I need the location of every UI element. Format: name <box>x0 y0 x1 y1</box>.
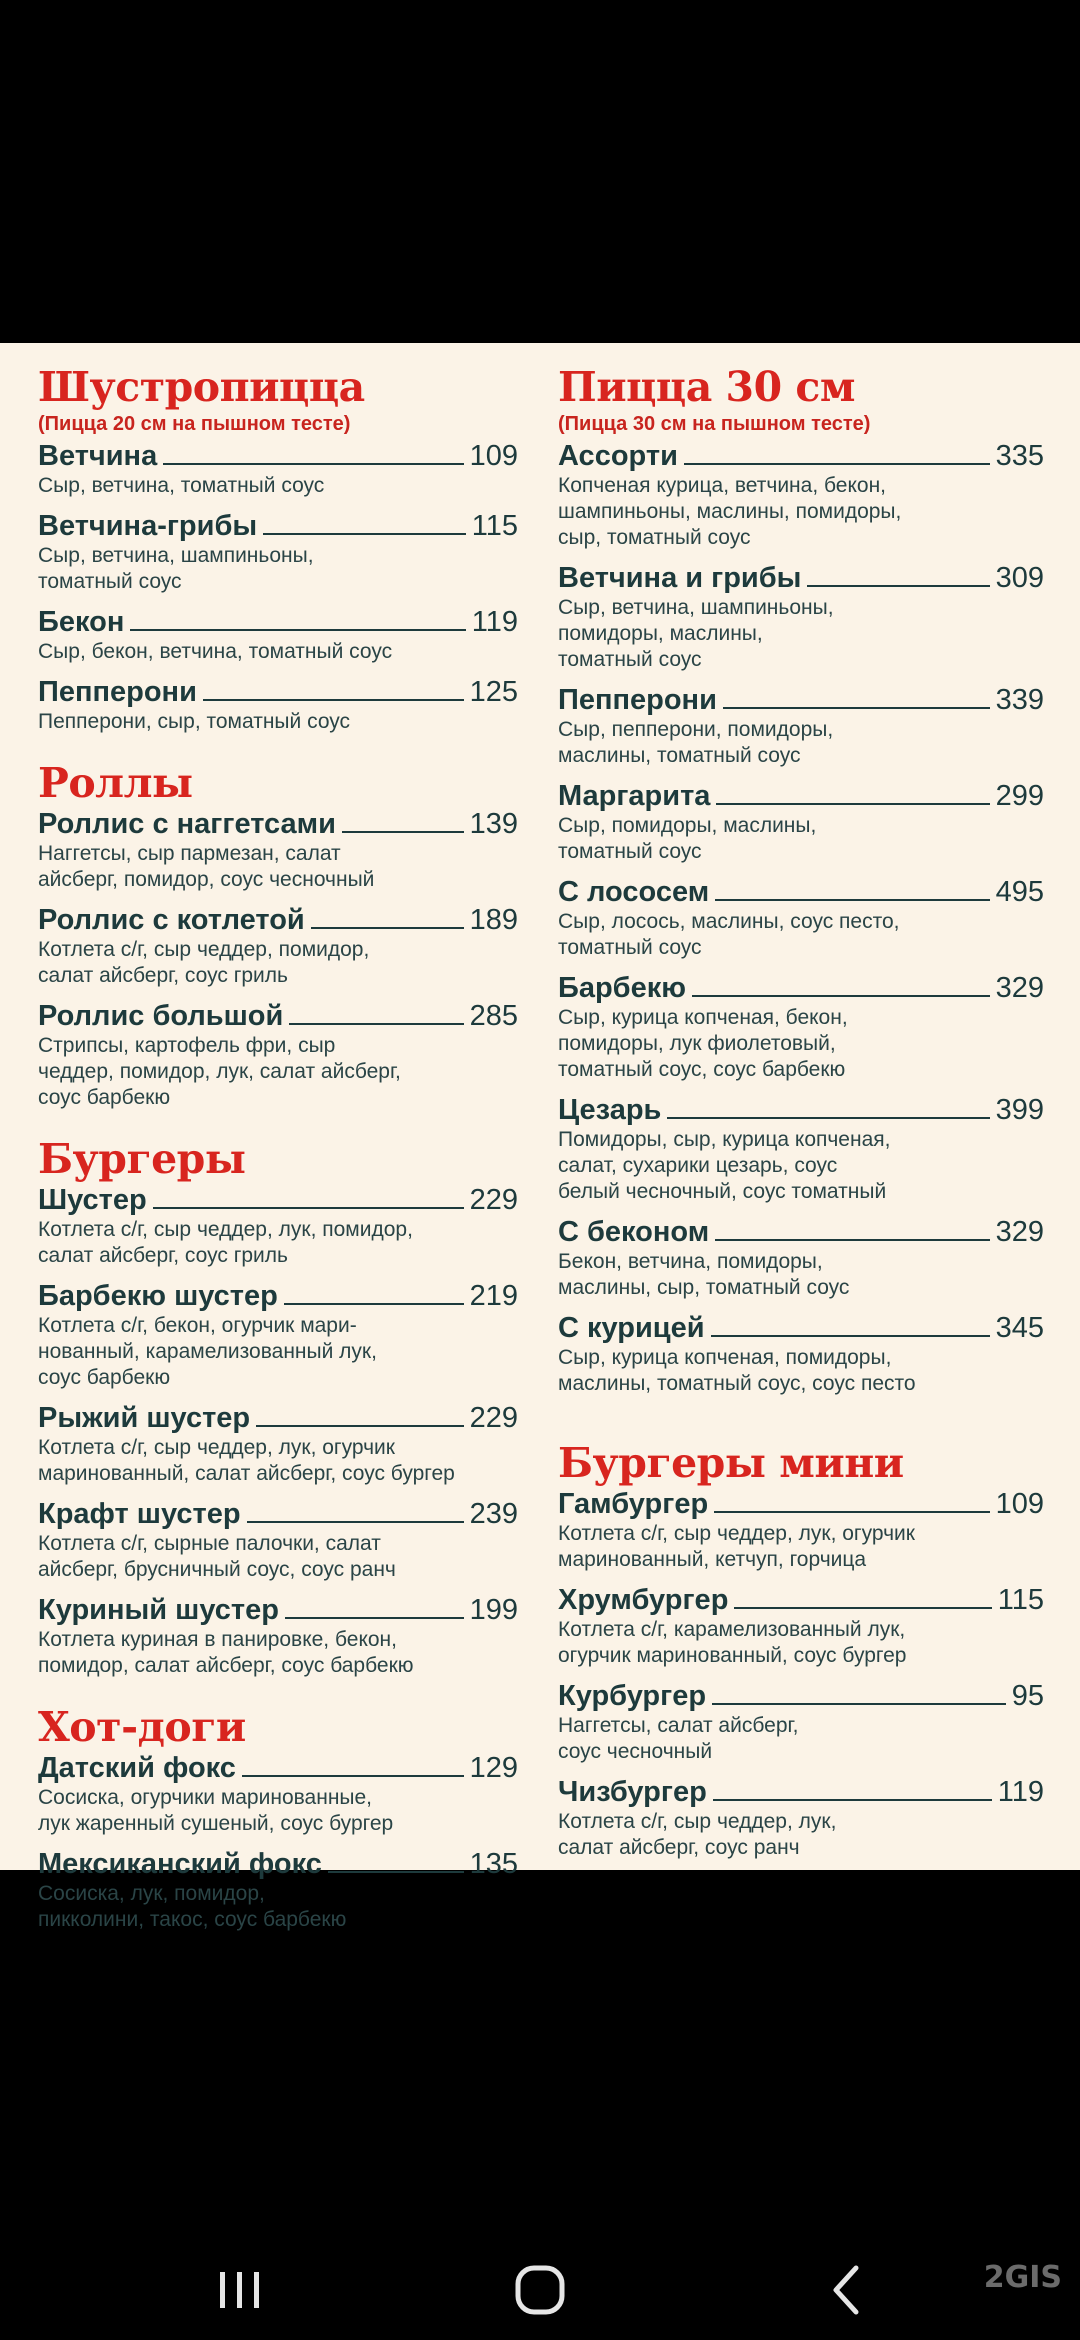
item-price: 335 <box>995 440 1044 472</box>
item-price: 495 <box>995 876 1044 908</box>
section-note: (Пицца 30 см на пышном тесте) <box>558 413 871 435</box>
menu-item <box>558 1583 1044 1669</box>
price-leader-line <box>311 927 464 929</box>
home-button[interactable] <box>500 2260 580 2320</box>
item-price: 339 <box>995 684 1044 716</box>
item-price: 329 <box>995 972 1044 1004</box>
menu-item-row <box>558 1583 1044 1617</box>
item-name: С курицей <box>558 1312 705 1344</box>
price-leader-line <box>711 1335 990 1337</box>
price-leader-line <box>715 1239 989 1241</box>
menu-item <box>38 1847 518 1933</box>
price-leader-line <box>692 995 990 997</box>
section-note: (Пицца 20 см на пышном тесте) <box>38 413 351 435</box>
item-name: Мексиканский фокс <box>38 1848 322 1880</box>
item-description: Котлета с/г, сырные палочки, салат айсберг, брусничный соус, соус ранч <box>38 1532 396 1581</box>
section-spacer <box>558 1407 1044 1439</box>
item-description: Котлета с/г, сыр чеддер, лук, помидор, салат айсберг, соус гриль <box>38 1218 413 1267</box>
menu-item <box>558 1215 1044 1301</box>
price-leader-line <box>807 585 989 587</box>
item-price: 239 <box>469 1498 518 1530</box>
menu-image <box>0 343 1080 1931</box>
item-description: Котлета с/г, сыр чеддер, лук, салат айсберг, соус ранч <box>558 1810 837 1859</box>
price-leader-line <box>715 899 989 901</box>
item-description: Бекон, ветчина, помидоры, маслины, сыр, томатный соус <box>558 1250 850 1299</box>
price-leader-line <box>247 1521 464 1523</box>
menu-item <box>38 509 518 595</box>
item-price: 115 <box>997 1584 1044 1616</box>
item-price: 199 <box>469 1594 518 1626</box>
menu-item <box>558 561 1044 673</box>
item-description: Сыр, помидоры, маслины, томатный соус <box>558 814 817 863</box>
item-name: Роллис большой <box>38 1000 284 1032</box>
menu-section <box>38 759 518 1111</box>
price-leader-line <box>242 1775 464 1777</box>
section-title: Хот-доги <box>38 1703 246 1751</box>
menu-item-row <box>38 605 518 639</box>
menu-item-row <box>558 1487 1044 1521</box>
item-name: Маргарита <box>558 780 711 812</box>
price-leader-line <box>667 1117 989 1119</box>
item-price: 109 <box>469 440 518 472</box>
item-price: 115 <box>471 510 518 542</box>
menu-item <box>558 1311 1044 1397</box>
menu-item-row <box>38 999 518 1033</box>
item-name: Барбекю <box>558 972 687 1004</box>
item-description: Котлета с/г, сыр чеддер, лук, огурчик маринованный, салат айсберг, соус бургер <box>38 1436 455 1485</box>
item-description: Котлета куриная в панировке, бекон, помидор, салат айсберг, соус барбекю <box>38 1628 414 1677</box>
menu-section <box>38 1135 518 1679</box>
menu-item <box>38 1497 518 1583</box>
section-title: Бургеры <box>38 1135 246 1183</box>
menu-item-row <box>558 779 1044 813</box>
price-leader-line <box>712 1703 1006 1705</box>
back-icon <box>826 2262 866 2318</box>
item-name: Хрумбургер <box>558 1584 729 1616</box>
menu-item-row <box>38 509 518 543</box>
price-leader-line <box>723 707 990 709</box>
menu-item <box>558 683 1044 769</box>
item-description: Котлета с/г, карамелизованный лук, огурчик маринованный, соус бургер <box>558 1618 907 1667</box>
menu-item <box>558 1093 1044 1205</box>
menu-item <box>558 779 1044 865</box>
menu-item <box>38 1593 518 1679</box>
price-leader-line <box>153 1207 464 1209</box>
menu-item <box>38 999 518 1111</box>
price-leader-line <box>328 1871 464 1873</box>
price-leader-line <box>342 831 464 833</box>
menu-item <box>558 1679 1044 1765</box>
menu-item-row <box>38 1497 518 1531</box>
item-price: 139 <box>469 808 518 840</box>
item-name: Курбургер <box>558 1680 707 1712</box>
item-description: Сыр, ветчина, шампиньоны, томатный соус <box>38 544 314 593</box>
watermark-2gis: 2GIS <box>983 2260 1062 2295</box>
item-description: Наггетсы, салат айсберг, соус чесночный <box>558 1714 799 1763</box>
item-price: 229 <box>469 1184 518 1216</box>
menu-item-row <box>38 1279 518 1313</box>
item-price: 119 <box>471 606 518 638</box>
item-name: Пепперони <box>558 684 717 716</box>
section-title: Бургеры мини <box>558 1439 904 1487</box>
item-description: Копченая курица, ветчина, бекон, шампиньоны, маслины, помидоры, сыр, томатный соус <box>558 474 902 549</box>
item-name: Шустер <box>38 1184 147 1216</box>
menu-item <box>38 807 518 893</box>
menu-column-right <box>558 363 1044 1871</box>
recent-apps-icon <box>216 2268 264 2312</box>
menu-item-row <box>38 1401 518 1435</box>
item-price: 129 <box>469 1752 518 1784</box>
item-name: Ветчина-грибы <box>38 510 258 542</box>
menu-item-row <box>38 675 518 709</box>
item-description: Котлета с/г, сыр чеддер, лук, огурчик маринованный, кетчуп, горчица <box>558 1522 915 1571</box>
menu-item <box>38 675 518 735</box>
menu-item <box>38 1183 518 1269</box>
price-leader-line <box>163 463 463 465</box>
section-title: Шустропицца <box>38 363 365 411</box>
section-spacer <box>38 1121 518 1135</box>
menu-item-row <box>38 1593 518 1627</box>
item-price: 309 <box>995 562 1044 594</box>
section-spacer <box>38 1689 518 1703</box>
menu-item-row <box>558 875 1044 909</box>
item-description: Сыр, бекон, ветчина, томатный соус <box>38 640 393 663</box>
price-leader-line <box>263 533 466 535</box>
item-description: Сыр, лосось, маслины, соус песто, томатный соус <box>558 910 900 959</box>
menu-section <box>558 1439 1044 1861</box>
item-description: Котлета с/г, бекон, огурчик мари- нованный, карамелизованный лук, соус барбекю <box>38 1314 377 1389</box>
menu-item-row <box>558 1679 1044 1713</box>
section-title: Роллы <box>38 759 193 807</box>
price-leader-line <box>285 1617 464 1619</box>
item-name: Роллис с котлетой <box>38 904 305 936</box>
menu-item-row <box>38 1847 518 1881</box>
item-price: 329 <box>995 1216 1044 1248</box>
item-description: Сыр, ветчина, томатный соус <box>38 474 325 497</box>
item-name: Пепперони <box>38 676 197 708</box>
menu-item-row <box>38 1183 518 1217</box>
item-description: Помидоры, сыр, курица копченая, салат, сухарики цезарь, соус белый чесночный, соус томатный <box>558 1128 891 1203</box>
item-name: Барбекю шустер <box>38 1280 278 1312</box>
item-description: Сосиска, огурчики маринованные, лук жаренный сушеный, соус бургер <box>38 1786 394 1835</box>
item-price: 125 <box>469 676 518 708</box>
price-leader-line <box>130 629 465 631</box>
section-spacer <box>38 745 518 759</box>
item-name: Бекон <box>38 606 125 638</box>
menu-item <box>558 439 1044 551</box>
menu-item-row <box>558 439 1044 473</box>
item-name: Рыжий шустер <box>38 1402 251 1434</box>
item-name: Куриный шустер <box>38 1594 279 1626</box>
price-leader-line <box>716 803 989 805</box>
item-price: 285 <box>469 1000 518 1032</box>
system-nav-bar <box>0 2240 1080 2340</box>
menu-item <box>558 971 1044 1083</box>
menu-item-row <box>38 903 518 937</box>
menu-item <box>38 1279 518 1391</box>
menu-item <box>38 605 518 665</box>
item-name: Роллис с наггетсами <box>38 808 336 840</box>
item-price: 95 <box>1011 1680 1044 1712</box>
item-name: Гамбургер <box>558 1488 709 1520</box>
item-name: Цезарь <box>558 1094 662 1126</box>
item-name: С беконом <box>558 1216 710 1248</box>
item-description: Сыр, курица копченая, помидоры, маслины, томатный соус, соус песто <box>558 1346 916 1395</box>
item-description: Пепперони, сыр, томатный соус <box>38 710 351 733</box>
item-description: Котлета с/г, сыр чеддер, помидор, салат айсберг, соус гриль <box>38 938 370 987</box>
item-name: С лососем <box>558 876 710 908</box>
price-leader-line <box>203 699 464 701</box>
menu-item <box>38 1751 518 1837</box>
section-title: Пицца 30 см <box>558 363 855 411</box>
menu-item-row <box>558 971 1044 1005</box>
price-leader-line <box>256 1425 463 1427</box>
recent-apps-button[interactable] <box>200 2260 280 2320</box>
item-price: 299 <box>995 780 1044 812</box>
menu-item-row <box>558 683 1044 717</box>
menu-item <box>38 1401 518 1487</box>
menu-item-row <box>558 1775 1044 1809</box>
menu-item <box>38 903 518 989</box>
menu-column-left <box>38 363 518 1943</box>
menu-item-row <box>38 1751 518 1785</box>
item-price: 399 <box>995 1094 1044 1126</box>
item-description: Стрипсы, картофель фри, сыр чеддер, помидор, лук, салат айсберг, соус барбекю <box>38 1034 401 1109</box>
menu-item-row <box>558 1311 1044 1345</box>
item-description: Наггетсы, сыр пармезан, салат айсберг, помидор, соус чесночный <box>38 842 375 891</box>
menu-item-row <box>558 561 1044 595</box>
home-icon <box>512 2262 568 2318</box>
item-description: Сыр, ветчина, шампиньоны, помидоры, маслины, томатный соус <box>558 596 834 671</box>
back-button[interactable] <box>806 2260 886 2320</box>
item-description: Сыр, курица копченая, бекон, помидоры, лук фиолетовый, томатный соус, соус барбекю <box>558 1006 848 1081</box>
item-name: Крафт шустер <box>38 1498 241 1530</box>
menu-section <box>38 1703 518 1933</box>
menu-item-row <box>38 807 518 841</box>
menu-item <box>558 1487 1044 1573</box>
price-leader-line <box>713 1799 992 1801</box>
item-price: 219 <box>469 1280 518 1312</box>
item-name: Чизбургер <box>558 1776 707 1808</box>
item-price: 189 <box>469 904 518 936</box>
item-description: Сосиска, лук, помидор, пикколини, такос, соус барбекю <box>38 1882 347 1931</box>
menu-item-row <box>38 439 518 473</box>
price-leader-line <box>284 1303 464 1305</box>
menu-section <box>558 363 1044 1397</box>
price-leader-line <box>714 1511 989 1513</box>
menu-item <box>558 1775 1044 1861</box>
price-leader-line <box>289 1023 463 1025</box>
item-price: 119 <box>997 1776 1044 1808</box>
item-description: Сыр, пепперони, помидоры, маслины, томатный соус <box>558 718 834 767</box>
item-price: 109 <box>995 1488 1044 1520</box>
menu-item-row <box>558 1093 1044 1127</box>
item-name: Ветчина и грибы <box>558 562 802 594</box>
item-price: 229 <box>469 1402 518 1434</box>
menu-item <box>558 875 1044 961</box>
item-name: Ветчина <box>38 440 158 472</box>
item-price: 135 <box>469 1848 518 1880</box>
price-leader-line <box>734 1607 991 1609</box>
price-leader-line <box>684 463 990 465</box>
item-price: 345 <box>995 1312 1044 1344</box>
item-name: Датский фокс <box>38 1752 236 1784</box>
menu-item-row <box>558 1215 1044 1249</box>
menu-item <box>38 439 518 499</box>
menu-section <box>38 363 518 735</box>
item-name: Ассорти <box>558 440 678 472</box>
